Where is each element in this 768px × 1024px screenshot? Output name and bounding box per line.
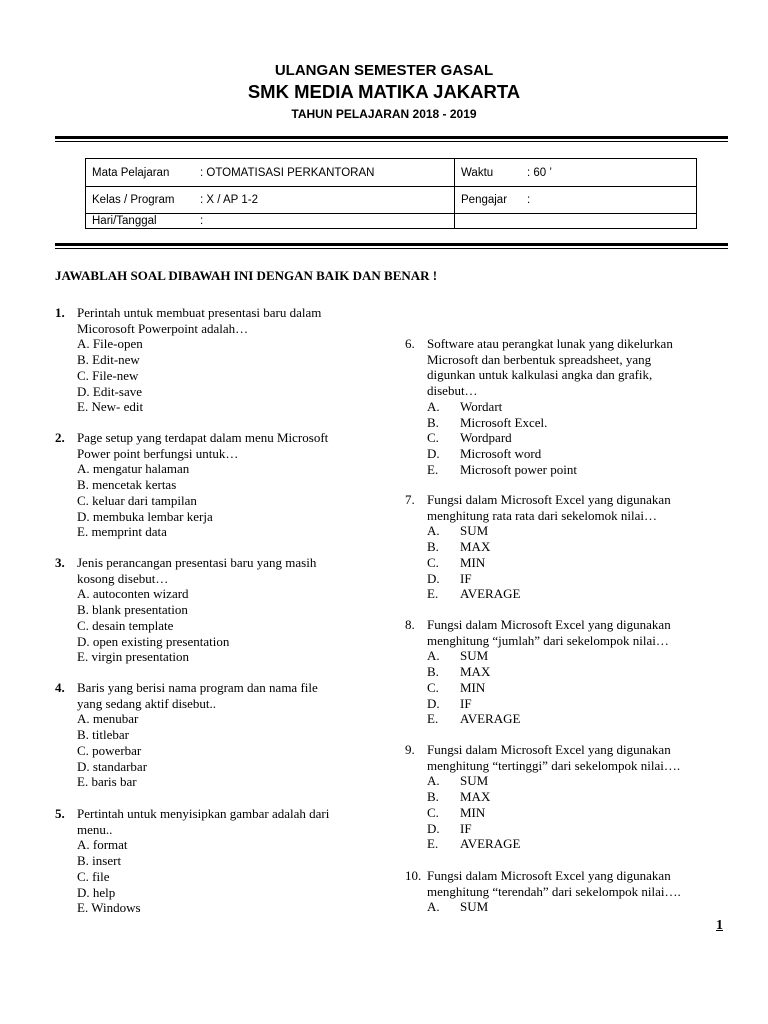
question-number: 10.	[405, 868, 422, 883]
option-text: AVERAGE	[460, 586, 521, 602]
time-cell	[455, 159, 697, 187]
instruction-text: JAWABLAH SOAL DIBAWAH INI DENGAN BAIK DAN BENAR !	[55, 268, 438, 283]
answer-option: D. open existing presentation	[77, 633, 230, 649]
question-number: 5.	[55, 806, 65, 821]
question-text-line: disebut…	[427, 383, 478, 399]
option-letter: B.	[427, 664, 439, 680]
option-letter: A.	[427, 899, 440, 915]
answer-option	[427, 415, 673, 431]
option-letter: C.	[427, 679, 439, 695]
answer-option: B. titlebar	[77, 727, 129, 743]
question-text-line: menghitung “tertinggi” dari sekelompok nilai….	[427, 757, 681, 773]
option-text: SUM	[460, 899, 489, 915]
option-text: Microsoft word	[460, 445, 542, 461]
answer-option	[427, 789, 680, 805]
answer-option: B. insert	[77, 853, 122, 869]
option-text: MIN	[460, 679, 486, 695]
answer-option: C. desain template	[77, 617, 174, 633]
question-6	[405, 336, 673, 477]
option-text: MAX	[460, 664, 491, 680]
answer-option	[427, 399, 673, 415]
option-letter: C.	[427, 554, 439, 570]
question-10	[405, 868, 681, 915]
answer-option: A. menubar	[77, 711, 139, 727]
answer-option: E. memprint data	[77, 524, 167, 540]
answer-option: D. help	[77, 884, 116, 900]
answer-option: E. baris bar	[77, 774, 137, 790]
option-letter: B.	[427, 539, 439, 555]
answer-option: B. mencetak kertas	[77, 477, 177, 493]
question-number: 9.	[405, 742, 415, 757]
option-text: AVERAGE	[460, 836, 521, 852]
option-letter: B.	[427, 789, 439, 805]
subject-label: Mata Pelajaran	[92, 166, 170, 179]
question-text-line: Perintah untuk membuat presentasi baru dalam	[77, 305, 322, 320]
option-text: IF	[460, 570, 472, 586]
question-text-line: Microsoft dan berbentuk spreadsheet, yang	[427, 351, 652, 367]
question-text-line: menghitung “jumlah” dari sekelompok nilai…	[427, 632, 669, 648]
answer-option	[427, 773, 680, 789]
option-text: SUM	[460, 648, 489, 664]
answer-option	[427, 836, 680, 852]
answer-option: C. powerbar	[77, 742, 142, 758]
answer-option	[427, 571, 671, 587]
option-text: SUM	[460, 523, 489, 539]
option-text: MAX	[460, 789, 491, 805]
option-letter: B.	[427, 414, 439, 430]
question-text-line: Pertintah untuk menyisipkan gambar adalah dari	[77, 806, 330, 821]
exam-info-table	[85, 158, 697, 229]
question-8	[405, 617, 671, 727]
answer-option	[427, 696, 671, 712]
option-letter: A.	[427, 398, 440, 414]
answer-option	[427, 523, 671, 539]
option-letter: C.	[427, 804, 439, 820]
option-letter: D.	[427, 695, 440, 711]
option-letter: E.	[427, 461, 439, 477]
answer-option: E. New- edit	[77, 399, 144, 415]
question-text-line: Baris yang berisi nama program dan nama file	[77, 680, 318, 695]
date-label: Hari/Tanggal	[92, 215, 157, 227]
option-letter: E.	[427, 836, 439, 852]
answer-option: D. Edit-save	[77, 383, 142, 399]
answer-option: B. blank presentation	[77, 602, 188, 618]
answer-option: C. File-new	[77, 367, 139, 383]
question-text-line: Power point berfungsi untuk…	[77, 445, 239, 461]
answer-option	[427, 899, 681, 915]
answer-option: E. virgin presentation	[77, 649, 190, 665]
answer-option	[427, 446, 673, 462]
answer-option: A. mengatur halaman	[77, 461, 190, 477]
option-text: IF	[460, 695, 472, 711]
header-divider-top	[55, 136, 728, 142]
question-number: 7.	[405, 492, 415, 507]
answer-option	[427, 711, 671, 727]
answer-option	[427, 664, 671, 680]
exam-title: ULANGAN SEMESTER GASAL	[274, 62, 494, 79]
time-label: Waktu	[461, 166, 494, 179]
answer-option	[427, 821, 680, 837]
option-text: Microsoft Excel.	[460, 414, 548, 430]
question-text-line: Page setup yang terdapat dalam menu Microsoft	[77, 430, 329, 445]
answer-option: B. Edit-new	[77, 352, 140, 368]
class-cell	[86, 187, 455, 214]
option-letter: E.	[427, 711, 439, 727]
question-number: 1.	[55, 305, 65, 320]
answer-option	[427, 586, 671, 602]
answer-option: E. Windows	[77, 900, 141, 916]
question-2	[55, 430, 328, 540]
question-text-line: menghitung rata rata dari sekelomok nilai…	[427, 507, 657, 523]
option-text: MAX	[460, 539, 491, 555]
option-letter: A.	[427, 648, 440, 664]
question-4	[55, 680, 318, 790]
question-text-line: Fungsi dalam Microsoft Excel yang digunakan	[427, 742, 671, 757]
academic-year: TAHUN PELAJARAN 2018 - 2019	[291, 107, 477, 121]
question-text-line: yang sedang aktif disebut..	[77, 695, 216, 711]
answer-option: D. standarbar	[77, 758, 148, 774]
question-9	[405, 742, 680, 852]
option-text: Wordpard	[460, 430, 512, 446]
option-text: MIN	[460, 804, 486, 820]
answer-option	[427, 648, 671, 664]
question-text-line: digunkan untuk kalkulasi angka dan grafik,	[427, 367, 653, 383]
question-text-line: Micorosoft Powerpoint adalah…	[77, 320, 249, 336]
option-letter: C.	[427, 430, 439, 446]
option-text: AVERAGE	[460, 711, 521, 727]
page-number: 1	[716, 918, 723, 933]
question-number: 8.	[405, 617, 415, 632]
option-letter: A.	[427, 773, 440, 789]
empty-cell	[455, 214, 697, 229]
header-divider-bottom	[55, 243, 728, 249]
option-letter: D.	[427, 570, 440, 586]
answer-option	[427, 680, 671, 696]
option-letter: E.	[427, 586, 439, 602]
answer-option	[427, 805, 680, 821]
subject-value: : OTOMATISASI PERKANTORAN	[200, 166, 375, 179]
class-label: Kelas / Program	[92, 194, 175, 206]
answer-option: A. format	[77, 837, 128, 853]
question-text-line: menu..	[77, 821, 113, 837]
date-cell	[86, 214, 455, 229]
answer-option	[427, 430, 673, 446]
teacher-label: Pengajar	[461, 194, 508, 206]
option-text: Microsoft power point	[460, 461, 577, 477]
answer-option: A. File-open	[77, 336, 143, 352]
option-text: MIN	[460, 554, 486, 570]
question-number: 4.	[55, 680, 65, 695]
question-5	[55, 806, 329, 916]
question-number: 3.	[55, 555, 65, 570]
question-text-line: Software atau perangkat lunak yang dikelurkan	[427, 336, 673, 351]
answer-option: D. membuka lembar kerja	[77, 508, 213, 524]
teacher-cell	[455, 187, 697, 214]
question-number: 2.	[55, 430, 65, 445]
option-letter: D.	[427, 820, 440, 836]
answer-option	[427, 462, 673, 478]
option-text: SUM	[460, 773, 489, 789]
question-text-line: kosong disebut…	[77, 570, 169, 586]
question-text-line: Fungsi dalam Microsoft Excel yang digunakan	[427, 617, 671, 632]
option-letter: A.	[427, 523, 440, 539]
question-text-line: Fungsi dalam Microsoft Excel yang digunakan	[427, 492, 671, 507]
option-text: IF	[460, 820, 472, 836]
question-3	[55, 555, 316, 665]
class-value: : X / AP 1-2	[200, 194, 258, 206]
question-1	[55, 305, 321, 415]
answer-option: A. autoconten wizard	[77, 586, 189, 602]
question-number: 6.	[405, 336, 415, 351]
time-value: : 60 ’	[527, 166, 552, 179]
option-text: Wordart	[460, 398, 503, 414]
question-text-line: Fungsi dalam Microsoft Excel yang digunakan	[427, 868, 671, 883]
date-value: :	[200, 215, 204, 227]
answer-option: C. keluar dari tampilan	[77, 492, 197, 508]
question-text-line: menghitung “terendah” dari sekelompok nilai….	[427, 883, 681, 899]
answer-option	[427, 539, 671, 555]
answer-option	[427, 555, 671, 571]
teacher-value: :	[527, 194, 531, 206]
school-name: SMK MEDIA MATIKA JAKARTA	[247, 81, 521, 102]
subject-cell	[86, 159, 455, 187]
question-text-line: Jenis perancangan presentasi baru yang masih	[77, 555, 317, 570]
answer-option: C. file	[77, 868, 110, 884]
question-7	[405, 492, 671, 602]
option-letter: D.	[427, 445, 440, 461]
